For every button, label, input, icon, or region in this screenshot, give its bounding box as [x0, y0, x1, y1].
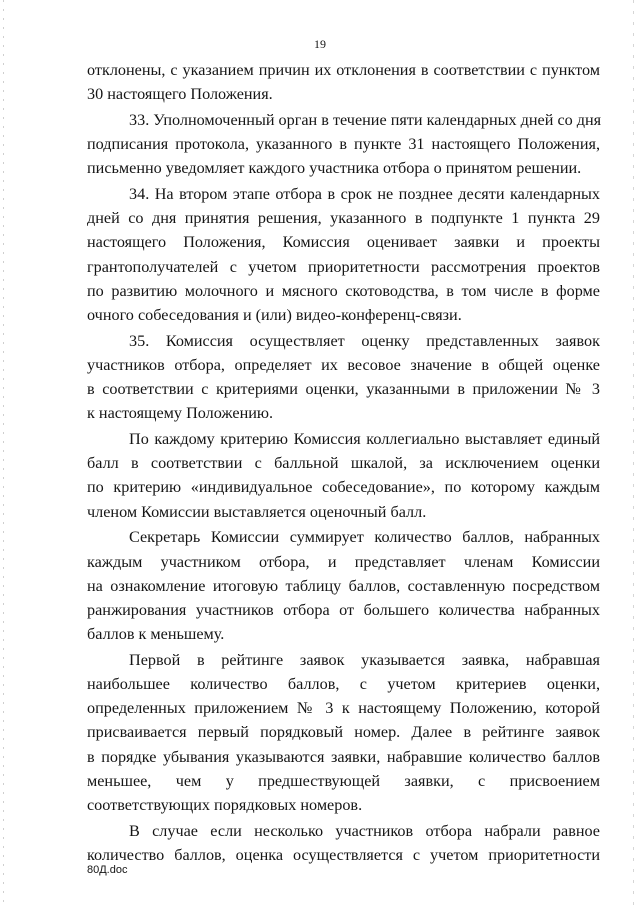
document-body [87, 58, 600, 867]
text-line: дней со дня принятия решения, указанного в подпункте 1 пункта 29 [87, 209, 600, 228]
text-line: членом Комиссии выставляется оценочный балл. [87, 502, 427, 521]
text-line: к настоящему Положению. [87, 404, 274, 423]
paragraph-item-33 [87, 108, 600, 181]
file-name-footer: 80Д.doc [87, 864, 128, 876]
paragraph-item-34 [87, 182, 600, 327]
paragraph-continuation [87, 58, 600, 106]
scan-edge-right [633, 0, 634, 905]
text-line: на ознакомление итоговую таблицу баллов, составленную посредством [87, 576, 600, 595]
text-line: баллов к меньшему. [87, 625, 225, 644]
text-line: в соответствии с критериями оценки, указанными в приложении № 3 [87, 380, 600, 399]
text-line: По каждому критерию Комиссия коллегиально выставляет единый [129, 430, 600, 449]
paragraph-secretary [87, 525, 600, 646]
text-line: по критерию «индивидуальное собеседование», по которому каждым [87, 478, 600, 497]
text-line: каждым участником отбора, и представляет членам Комиссии [87, 552, 600, 571]
text-line: Секретарь Комиссии суммирует количество баллов, набранных [129, 528, 600, 547]
text-line: очного собеседования и (или) видео-конференц-связи. [87, 306, 462, 325]
text-line: по развитию молочного и мясного скотоводства, в том числе в форме [87, 281, 600, 300]
text-line: 33. Уполномоченный орган в течение пяти календарных дней со дня [129, 110, 602, 129]
text-line: Первой в рейтинге заявок указывается заявка, набравшая [129, 650, 600, 669]
text-line: подписания протокола, указанного в пункте 31 настоящего Положения, [87, 135, 600, 154]
scan-edge-left [3, 0, 4, 905]
text-line: в порядке убывания указываются заявки, набравшие количество баллов [87, 747, 600, 766]
text-line: письменно уведомляет каждого участника отбора о принятом решении. [87, 159, 582, 178]
text-line: ранжирования участников отбора от большего количества набранных [87, 600, 600, 619]
text-line: балл в соответствии с балльной шкалой, за исключением оценки [87, 454, 600, 473]
text-line: 35. Комиссия осуществляет оценку представленных заявок [129, 331, 600, 350]
text-line: количество баллов, оценка осуществляется с учетом приоритетности [87, 846, 600, 864]
text-line: меньшее, чем у предшествующей заявки, с присвоением [87, 771, 600, 790]
text-line: соответствующих порядковых номеров. [87, 796, 363, 815]
page-number: 19 [314, 37, 326, 51]
text-line: 34. На втором этапе отбора в срок не позднее десяти календарных [129, 185, 600, 204]
paragraph-rating [87, 648, 600, 817]
paragraph-item-35 [87, 329, 600, 426]
text-line: наибольшее количество баллов, с учетом критериев оценки, [87, 675, 600, 694]
text-line: отклонены, с указанием причин их отклонения в соответствии с пунктом [87, 61, 600, 79]
text-line: определенных приложением № 3 к настоящему Положению, которой [87, 699, 600, 718]
text-line: В случае если несколько участников отбора набрали равное [129, 821, 600, 840]
paragraph-equal-scores [87, 819, 600, 867]
paragraph-criteria-scoring [87, 427, 600, 524]
text-line: участников отбора, определяет их весовое значение в общей оценке [87, 355, 600, 374]
text-line: присваивается первый порядковый номер. Далее в рейтинге заявок [87, 723, 600, 742]
text-line: 30 настоящего Положения. [87, 85, 273, 104]
text-line: грантополучателей с учетом приоритетности рассмотрения проектов [87, 257, 600, 276]
text-line: настоящего Положения, Комиссия оценивает заявки и проекты [87, 233, 600, 252]
